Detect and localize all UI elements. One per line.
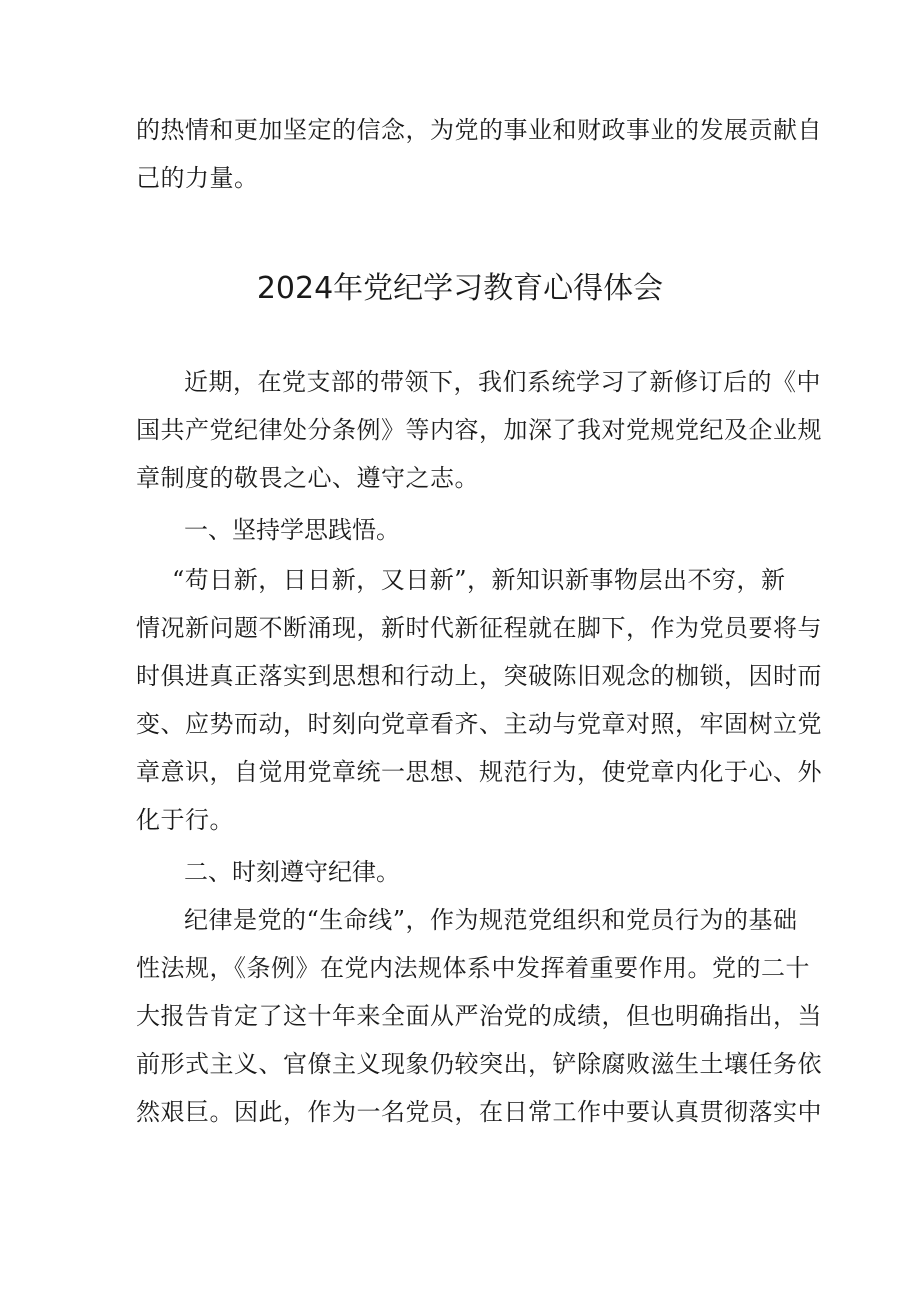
section2-line-2: 性法规，《条例》在党内法规体系中发挥着重要作用。党的二十 [136, 954, 810, 982]
section1-line-2: 情况新问题不断涌现，新时代新征程就在脚下，作为党员要将与 [136, 614, 822, 642]
intro-line-2: 国共产党纪律处分条例》等内容，加深了我对党规党纪及企业规 [136, 416, 822, 444]
continuation-line-1: 的热情和更加坚定的信念，为党的事业和财政事业的发展贡献自 [136, 116, 822, 144]
section2-line-1: 纪律是党的“生命线”，作为规范党组织和党员行为的基础 [184, 906, 798, 934]
section2-line-5: 然艰巨。因此，作为一名党员，在日常工作中要认真贯彻落实中 [136, 1098, 822, 1126]
document-title: 2024年党纪学习教育心得体会 [256, 271, 664, 306]
intro-line-1: 近期，在党支部的带领下，我们系统学习了新修订后的《中 [184, 368, 821, 396]
section1-line-4: 变、应势而动，时刻向党章看齐、主动与党章对照，牢固树立党 [136, 710, 822, 738]
continuation-line-2: 己的力量。 [136, 164, 259, 192]
section-heading-1: 一、坚持学思践悟。 [184, 516, 400, 544]
section1-line-3: 时俱进真正落实到思想和行动上，突破陈旧观念的枷锁，因时而 [136, 662, 822, 690]
intro-line-3: 章制度的敬畏之心、遵守之志。 [136, 464, 479, 492]
section1-line-1: “苟日新，日日新，又日新”，新知识新事物层出不穷，新 [172, 566, 786, 594]
section1-line-5: 章意识，自觉用党章统一思想、规范行为，使党章内化于心、外 [136, 758, 822, 786]
section2-line-4: 前形式主义、官僚主义现象仍较突出，铲除腐败滋生土壤任务依 [136, 1050, 822, 1078]
section-heading-2: 二、时刻遵守纪律。 [184, 858, 400, 886]
section2-line-3: 大报告肯定了这十年来全面从严治党的成绩，但也明确指出，当 [136, 1002, 822, 1030]
section1-line-6: 化于行。 [136, 806, 234, 834]
